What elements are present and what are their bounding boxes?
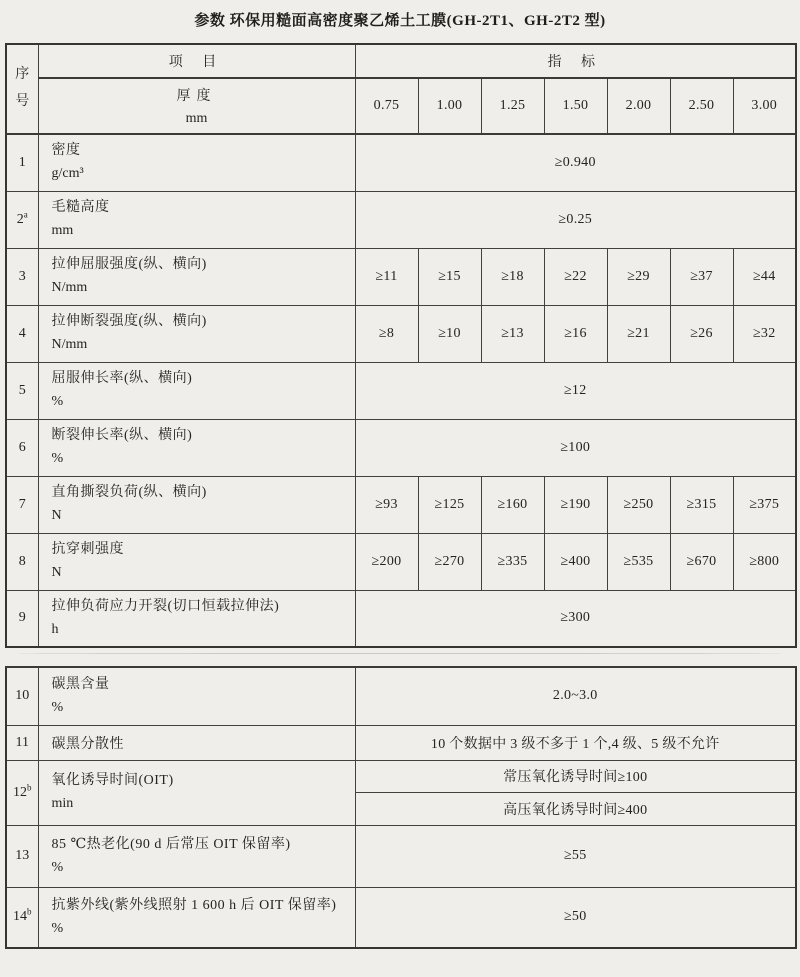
- item-cell: [38, 191, 355, 248]
- row-number: 3: [6, 248, 38, 305]
- spec-value: ≥93: [355, 476, 418, 533]
- table-row-tensile-yield-strength: [6, 248, 796, 305]
- spec-value: ≥16: [544, 305, 607, 362]
- table-row-carbon-black-dispersion: [6, 725, 796, 760]
- spec-value: ≥535: [607, 533, 670, 590]
- spec-value: ≥15: [418, 248, 481, 305]
- spec-table-main: [5, 43, 797, 648]
- item-cell: [38, 134, 355, 191]
- item-name: 拉伸屈服强度(纵、横向): [51, 257, 207, 273]
- table-row-puncture-resistance: [6, 533, 796, 590]
- spec-value: ≥200: [355, 533, 418, 590]
- item-name: 85 ℃热老化(90 d 后常压 OIT 保留率): [51, 836, 291, 852]
- column-header-seq: 序号: [6, 44, 38, 134]
- item-name: 断裂伸长率(纵、横向): [51, 428, 193, 444]
- item-name: 抗紫外线(紫外线照射 1 600 h 后 OIT 保留率): [51, 897, 337, 913]
- row-number: 14$^b$: [6, 887, 38, 948]
- spec-value: ≥300: [355, 590, 796, 647]
- thickness-value: 0.75: [355, 78, 418, 134]
- row-number: 9: [6, 590, 38, 647]
- row-number: 2$^a$: [6, 191, 38, 248]
- item-unit: g/cm³: [51, 166, 84, 182]
- spec-value: ≥10: [418, 305, 481, 362]
- spec-value: ≥0.940: [355, 134, 796, 191]
- table-row-uv-resistance: [6, 887, 796, 948]
- spec-value: 2.0~3.0: [355, 667, 796, 725]
- thickness-value: 1.50: [544, 78, 607, 134]
- item-cell: [38, 248, 355, 305]
- item-unit: min: [51, 796, 74, 811]
- table-row-density: [6, 134, 796, 191]
- item-cell: [38, 825, 355, 887]
- document-title: 参数 环保用糙面高密度聚乙烯土工膜(GH-2T1、GH-2T2 型): [194, 13, 606, 29]
- row-number: 5: [6, 362, 38, 419]
- item-unit: %: [51, 920, 64, 936]
- table-row-tear-load: [6, 476, 796, 533]
- spec-value: ≥400: [544, 533, 607, 590]
- spec-value: ≥55: [355, 825, 796, 887]
- spec-value: ≥32: [733, 305, 796, 362]
- item-cell: [38, 667, 355, 725]
- item-name: 碳黑分散性: [51, 736, 124, 752]
- spec-value: ≥100: [355, 419, 796, 476]
- spec-value: ≥8: [355, 305, 418, 362]
- spec-value: ≥335: [481, 533, 544, 590]
- item-name: 密度: [51, 143, 81, 159]
- item-cell: [38, 476, 355, 533]
- spec-value: ≥13: [481, 305, 544, 362]
- item-unit: N: [51, 565, 62, 580]
- item-unit: %: [51, 451, 64, 466]
- spec-value: ≥315: [670, 476, 733, 533]
- item-name: 拉伸断裂强度(纵、横向): [51, 314, 207, 330]
- row-number: 10: [6, 667, 38, 725]
- thickness-value: 1.00: [418, 78, 481, 134]
- header-row-2: [6, 78, 796, 134]
- column-header-thickness: 厚度 mm: [38, 78, 355, 134]
- spec-table-continued: [5, 666, 797, 949]
- table-row-heat-aging: [6, 825, 796, 887]
- table-row-yield-elongation: [6, 362, 796, 419]
- spec-value: ≥125: [418, 476, 481, 533]
- thickness-value: 2.50: [670, 78, 733, 134]
- item-cell: [38, 725, 355, 760]
- item-unit: N/mm: [51, 337, 88, 352]
- spec-value: ≥160: [481, 476, 544, 533]
- row-number: 13: [6, 825, 38, 887]
- item-cell: [38, 590, 355, 647]
- item-name: 抗穿刺强度: [51, 542, 124, 558]
- item-cell: [38, 362, 355, 419]
- item-unit: N/mm: [51, 280, 88, 295]
- item-name: 毛糙高度: [51, 200, 110, 216]
- table-row-oit: [6, 760, 796, 792]
- spec-value: ≥37: [670, 248, 733, 305]
- item-cell: [38, 305, 355, 362]
- spec-value: ≥12: [355, 362, 796, 419]
- item-name: 碳黑含量: [51, 676, 110, 692]
- spec-value: ≥29: [607, 248, 670, 305]
- item-name: 直角撕裂负荷(纵、横向): [51, 485, 207, 501]
- row-number: 12$^b$: [6, 760, 38, 825]
- spec-value: ≥11: [355, 248, 418, 305]
- spec-value: ≥50: [355, 887, 796, 948]
- spec-value: ≥375: [733, 476, 796, 533]
- table-row-break-elongation: [6, 419, 796, 476]
- spec-value: ≥270: [418, 533, 481, 590]
- spec-value: ≥26: [670, 305, 733, 362]
- item-cell: [38, 760, 355, 825]
- table-row-carbon-black-content: [6, 667, 796, 725]
- item-name: 氧化诱导时间(OIT): [51, 773, 174, 789]
- spec-value-high-pressure-oit: 高压氧化诱导时间≥400: [355, 792, 796, 825]
- item-unit: N: [51, 508, 62, 523]
- item-name: 屈服伸长率(纵、横向): [51, 371, 193, 387]
- item-cell: [38, 533, 355, 590]
- table-row-stress-cracking: [6, 590, 796, 647]
- thickness-value: 2.00: [607, 78, 670, 134]
- row-number: 11: [6, 725, 38, 760]
- column-header-indicator: 指 标: [355, 44, 796, 78]
- spec-value: ≥18: [481, 248, 544, 305]
- thickness-value: 1.25: [481, 78, 544, 134]
- item-unit: %: [51, 394, 64, 409]
- spec-value-standard-oit: 常压氧化诱导时间≥100: [355, 760, 796, 792]
- row-number: 7: [6, 476, 38, 533]
- spec-value: ≥800: [733, 533, 796, 590]
- table-row-asperity-height: [6, 191, 796, 248]
- thickness-value: 3.00: [733, 78, 796, 134]
- item-unit: %: [51, 699, 64, 715]
- row-number: 6: [6, 419, 38, 476]
- column-header-item: 项 目: [38, 44, 355, 78]
- item-cell: [38, 887, 355, 948]
- page-split-artifact: [15, 653, 785, 654]
- spec-value: ≥250: [607, 476, 670, 533]
- spec-value: ≥44: [733, 248, 796, 305]
- item-name: 拉伸负荷应力开裂(切口恒载拉伸法): [51, 598, 280, 614]
- header-row-1: [6, 44, 796, 78]
- item-unit: mm: [51, 223, 74, 238]
- spec-value: ≥190: [544, 476, 607, 533]
- table-row-tensile-break-strength: [6, 305, 796, 362]
- item-cell: [38, 419, 355, 476]
- spec-value: 10 个数据中 3 级不多于 1 个,4 级、5 级不允许: [355, 725, 796, 760]
- row-number: 1: [6, 134, 38, 191]
- item-unit: h: [51, 621, 59, 637]
- row-number: 8: [6, 533, 38, 590]
- spec-value: ≥0.25: [355, 191, 796, 248]
- spec-value: ≥22: [544, 248, 607, 305]
- row-number: 4: [6, 305, 38, 362]
- spec-value: ≥21: [607, 305, 670, 362]
- item-unit: %: [51, 859, 64, 875]
- spec-value: ≥670: [670, 533, 733, 590]
